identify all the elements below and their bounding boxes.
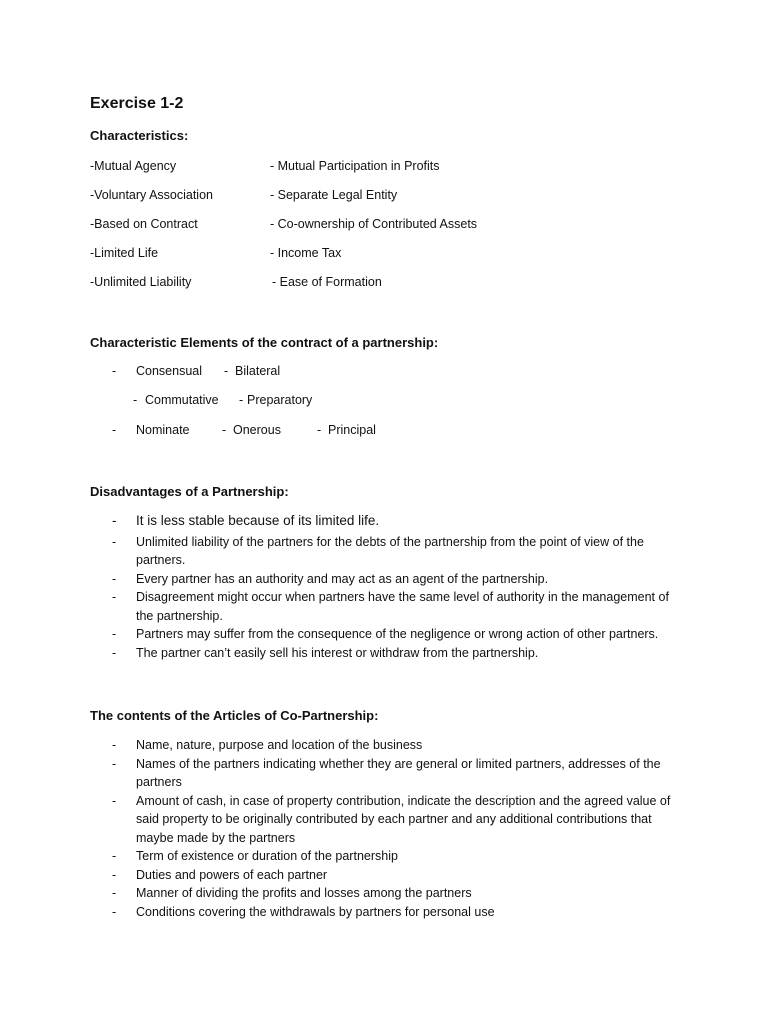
list-item: - Every partner has an authority and may act as an agent of the partnership. (112, 570, 672, 589)
element-item: Nominate (136, 423, 190, 437)
characteristic-right: - Ease of Formation (272, 275, 382, 289)
disadvantages-list (112, 512, 672, 662)
elements-heading: Characteristic Elements of the contract of a partnership: (90, 335, 439, 350)
page-title: Exercise 1-2 (90, 95, 184, 112)
dash: - (222, 423, 227, 437)
characteristic-left: -Limited Life (90, 246, 159, 260)
element-item: Onerous (233, 423, 281, 437)
characteristic-right: - Separate Legal Entity (270, 188, 398, 202)
characteristic-right: - Mutual Participation in Profits (270, 159, 440, 173)
disadvantages-heading: Disadvantages of a Partnership: (90, 484, 289, 499)
list-item: - The partner can’t easily sell his interest or withdraw from the partnership. (112, 644, 672, 663)
dash: - (112, 423, 117, 437)
list-item: - Amount of cash, in case of property contribution, indicate the description and the agreed value of said property to be originally contributed by each partner and any additional contributions that maybe made by the partners (112, 792, 672, 848)
element-item: Preparatory (247, 393, 313, 407)
element-item: Bilateral (235, 364, 281, 378)
characteristic-left: -Unlimited Liability (90, 275, 192, 289)
list-item: - Conditions covering the withdrawals by partners for personal use (112, 903, 672, 922)
element-item: Consensual (136, 364, 203, 378)
dash: - (317, 423, 322, 437)
list-item: - Names of the partners indicating whether they are general or limited partners, addresses of the partners (112, 755, 672, 792)
characteristic-left: -Mutual Agency (90, 159, 177, 173)
element-item: Principal (328, 423, 376, 437)
characteristic-right: - Co-ownership of Contributed Assets (270, 217, 478, 231)
list-item: - Unlimited liability of the partners for the debts of the partnership from the point of view of the partners. (112, 533, 672, 570)
dash: - (112, 364, 117, 378)
characteristic-left: -Based on Contract (90, 217, 198, 231)
dash: - (239, 393, 244, 407)
list-item: - Name, nature, purpose and location of the business (112, 736, 672, 755)
list-item: - Manner of dividing the profits and losses among the partners (112, 884, 672, 903)
articles-list (112, 736, 672, 921)
list-item: - Partners may suffer from the consequence of the negligence or wrong action of other partners. (112, 625, 672, 644)
dash: - (133, 393, 138, 407)
articles-heading: The contents of the Articles of Co-Partnership: (90, 708, 379, 723)
list-item: - Disagreement might occur when partners have the same level of authority in the management of the partnership. (112, 588, 672, 625)
characteristics-heading: Characteristics: (90, 128, 189, 143)
dash: - (224, 364, 229, 378)
characteristic-right: - Income Tax (270, 246, 342, 260)
list-item: - Duties and powers of each partner (112, 866, 672, 885)
element-item: Commutative (145, 393, 219, 407)
list-item: - Term of existence or duration of the partnership (112, 847, 672, 866)
characteristic-left: -Voluntary Association (90, 188, 213, 202)
list-item: - It is less stable because of its limited life. (112, 512, 672, 531)
